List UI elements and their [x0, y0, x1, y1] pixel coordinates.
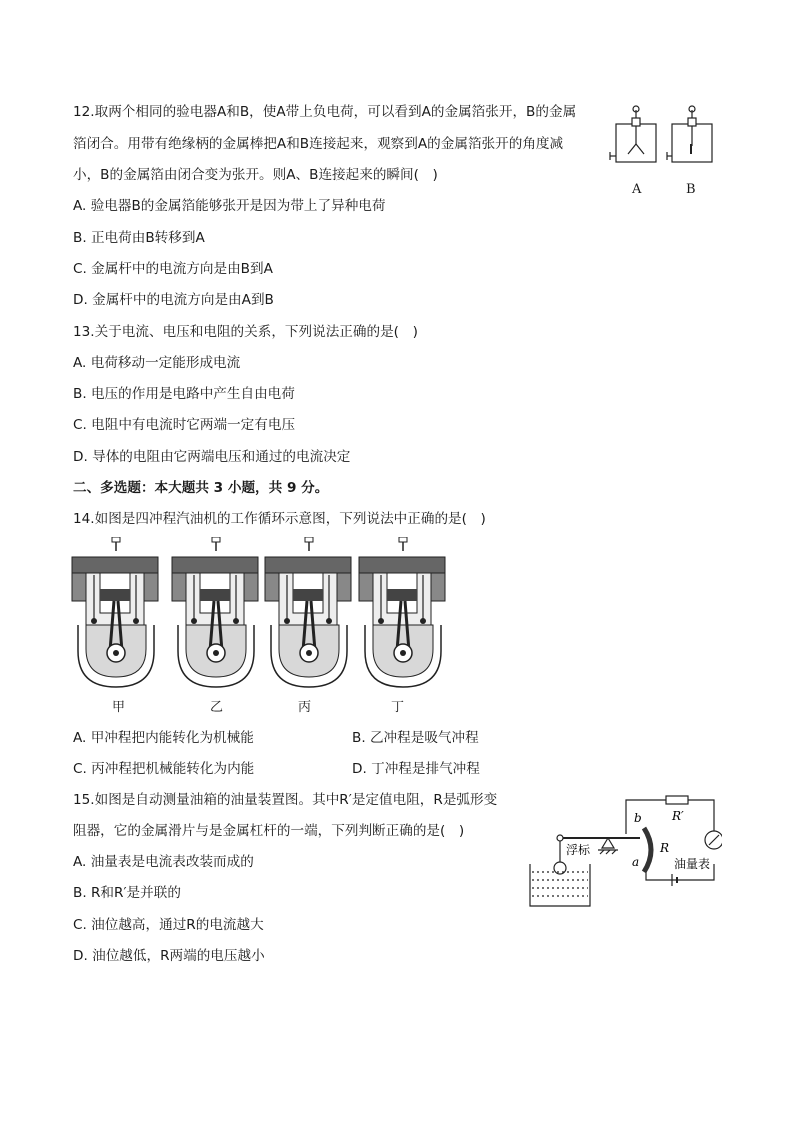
variable-resistor-label: R — [660, 841, 670, 855]
q13-stem: 13.关于电流、电压和电阻的关系，下列说法正确的是( ) — [73, 324, 418, 340]
q14-option-b[interactable]: B. 乙冲程是吸气冲程 — [352, 730, 479, 746]
q15-stem-line-2: 阻器，它的金属滑片与是金属杠杆的一端，下列判断正确的是( ) — [73, 823, 465, 839]
section-title: 二、多选题：本大题共 3 小题，共 9 分。 — [73, 480, 329, 496]
electroscope-a — [610, 106, 656, 162]
electroscope-b — [667, 106, 712, 162]
electroscope-figure — [606, 104, 730, 176]
engine-label-yi: 乙 — [210, 700, 224, 715]
q14-stem: 14.如图是四冲程汽油机的工作循环示意图，下列说法中正确的是( ) — [73, 511, 486, 527]
q14-option-a[interactable]: A. 甲冲程把内能转化为机械能 — [73, 730, 254, 746]
q13-option-d[interactable]: D. 导体的电阻由它两端电压和通过的电流决定 — [73, 449, 351, 465]
engine-stroke-ding — [357, 537, 447, 689]
q14-option-c[interactable]: C. 丙冲程把机械能转化为内能 — [73, 761, 255, 777]
q15-option-c[interactable]: C. 油位越高，通过R的电流越大 — [73, 917, 264, 933]
engine-label-ding: 丁 — [391, 700, 405, 715]
engine-stroke-bing — [263, 537, 353, 689]
oil-gauge-figure — [526, 794, 722, 910]
q12-option-a[interactable]: A. 验电器B的金属箔能够张开是因为带上了异种电荷 — [73, 198, 386, 214]
slider-end-a-label: a — [632, 855, 640, 869]
q12-option-b[interactable]: B. 正电荷由B转移到A — [73, 230, 205, 246]
q15-stem-line-1: 15.如图是自动测量油箱的油量装置图。其中R′是定值电阻，R是弧形变 — [73, 792, 498, 808]
electroscope-label-b: B — [686, 182, 696, 197]
engine-label-jia: 甲 — [112, 700, 126, 715]
q13-option-a[interactable]: A. 电荷移动一定能形成电流 — [73, 355, 241, 371]
q12-option-d[interactable]: D. 金属杆中的电流方向是由A到B — [73, 292, 274, 308]
q14-option-d[interactable]: D. 丁冲程是排气冲程 — [352, 761, 480, 777]
q13-option-b[interactable]: B. 电压的作用是电路中产生自由电荷 — [73, 386, 295, 402]
q12-stem-line-2: 箔闭合。用带有绝缘柄的金属棒把A和B连接起来，观察到A的金属箔张开的角度减 — [73, 136, 564, 152]
engine-stroke-yi — [170, 537, 260, 689]
fixed-resistor-label: R′ — [672, 809, 684, 823]
q15-option-d[interactable]: D. 油位越低，R两端的电压越小 — [73, 948, 265, 964]
oil-meter-label: 油量表 — [674, 857, 711, 871]
float-label: 浮标 — [566, 843, 591, 857]
engine-stroke-jia — [70, 537, 160, 689]
engine-label-bing: 丙 — [298, 700, 312, 715]
q15-option-a[interactable]: A. 油量表是电流表改装而成的 — [73, 854, 254, 870]
q12-option-c[interactable]: C. 金属杆中的电流方向是由B到A — [73, 261, 273, 277]
q12-stem-line-1: 12.取两个相同的验电器A和B，使A带上负电荷，可以看到A的金属箔张开，B的金属 — [73, 104, 577, 120]
q15-option-b[interactable]: B. R和R′是并联的 — [73, 885, 181, 901]
slider-end-b-label: b — [634, 811, 642, 825]
electroscope-label-a: A — [632, 182, 642, 197]
q12-stem-line-3: 小，B的金属箔由闭合变为张开。则A、B连接起来的瞬间( ) — [73, 167, 438, 183]
q13-option-c[interactable]: C. 电阻中有电流时它两端一定有电压 — [73, 417, 296, 433]
